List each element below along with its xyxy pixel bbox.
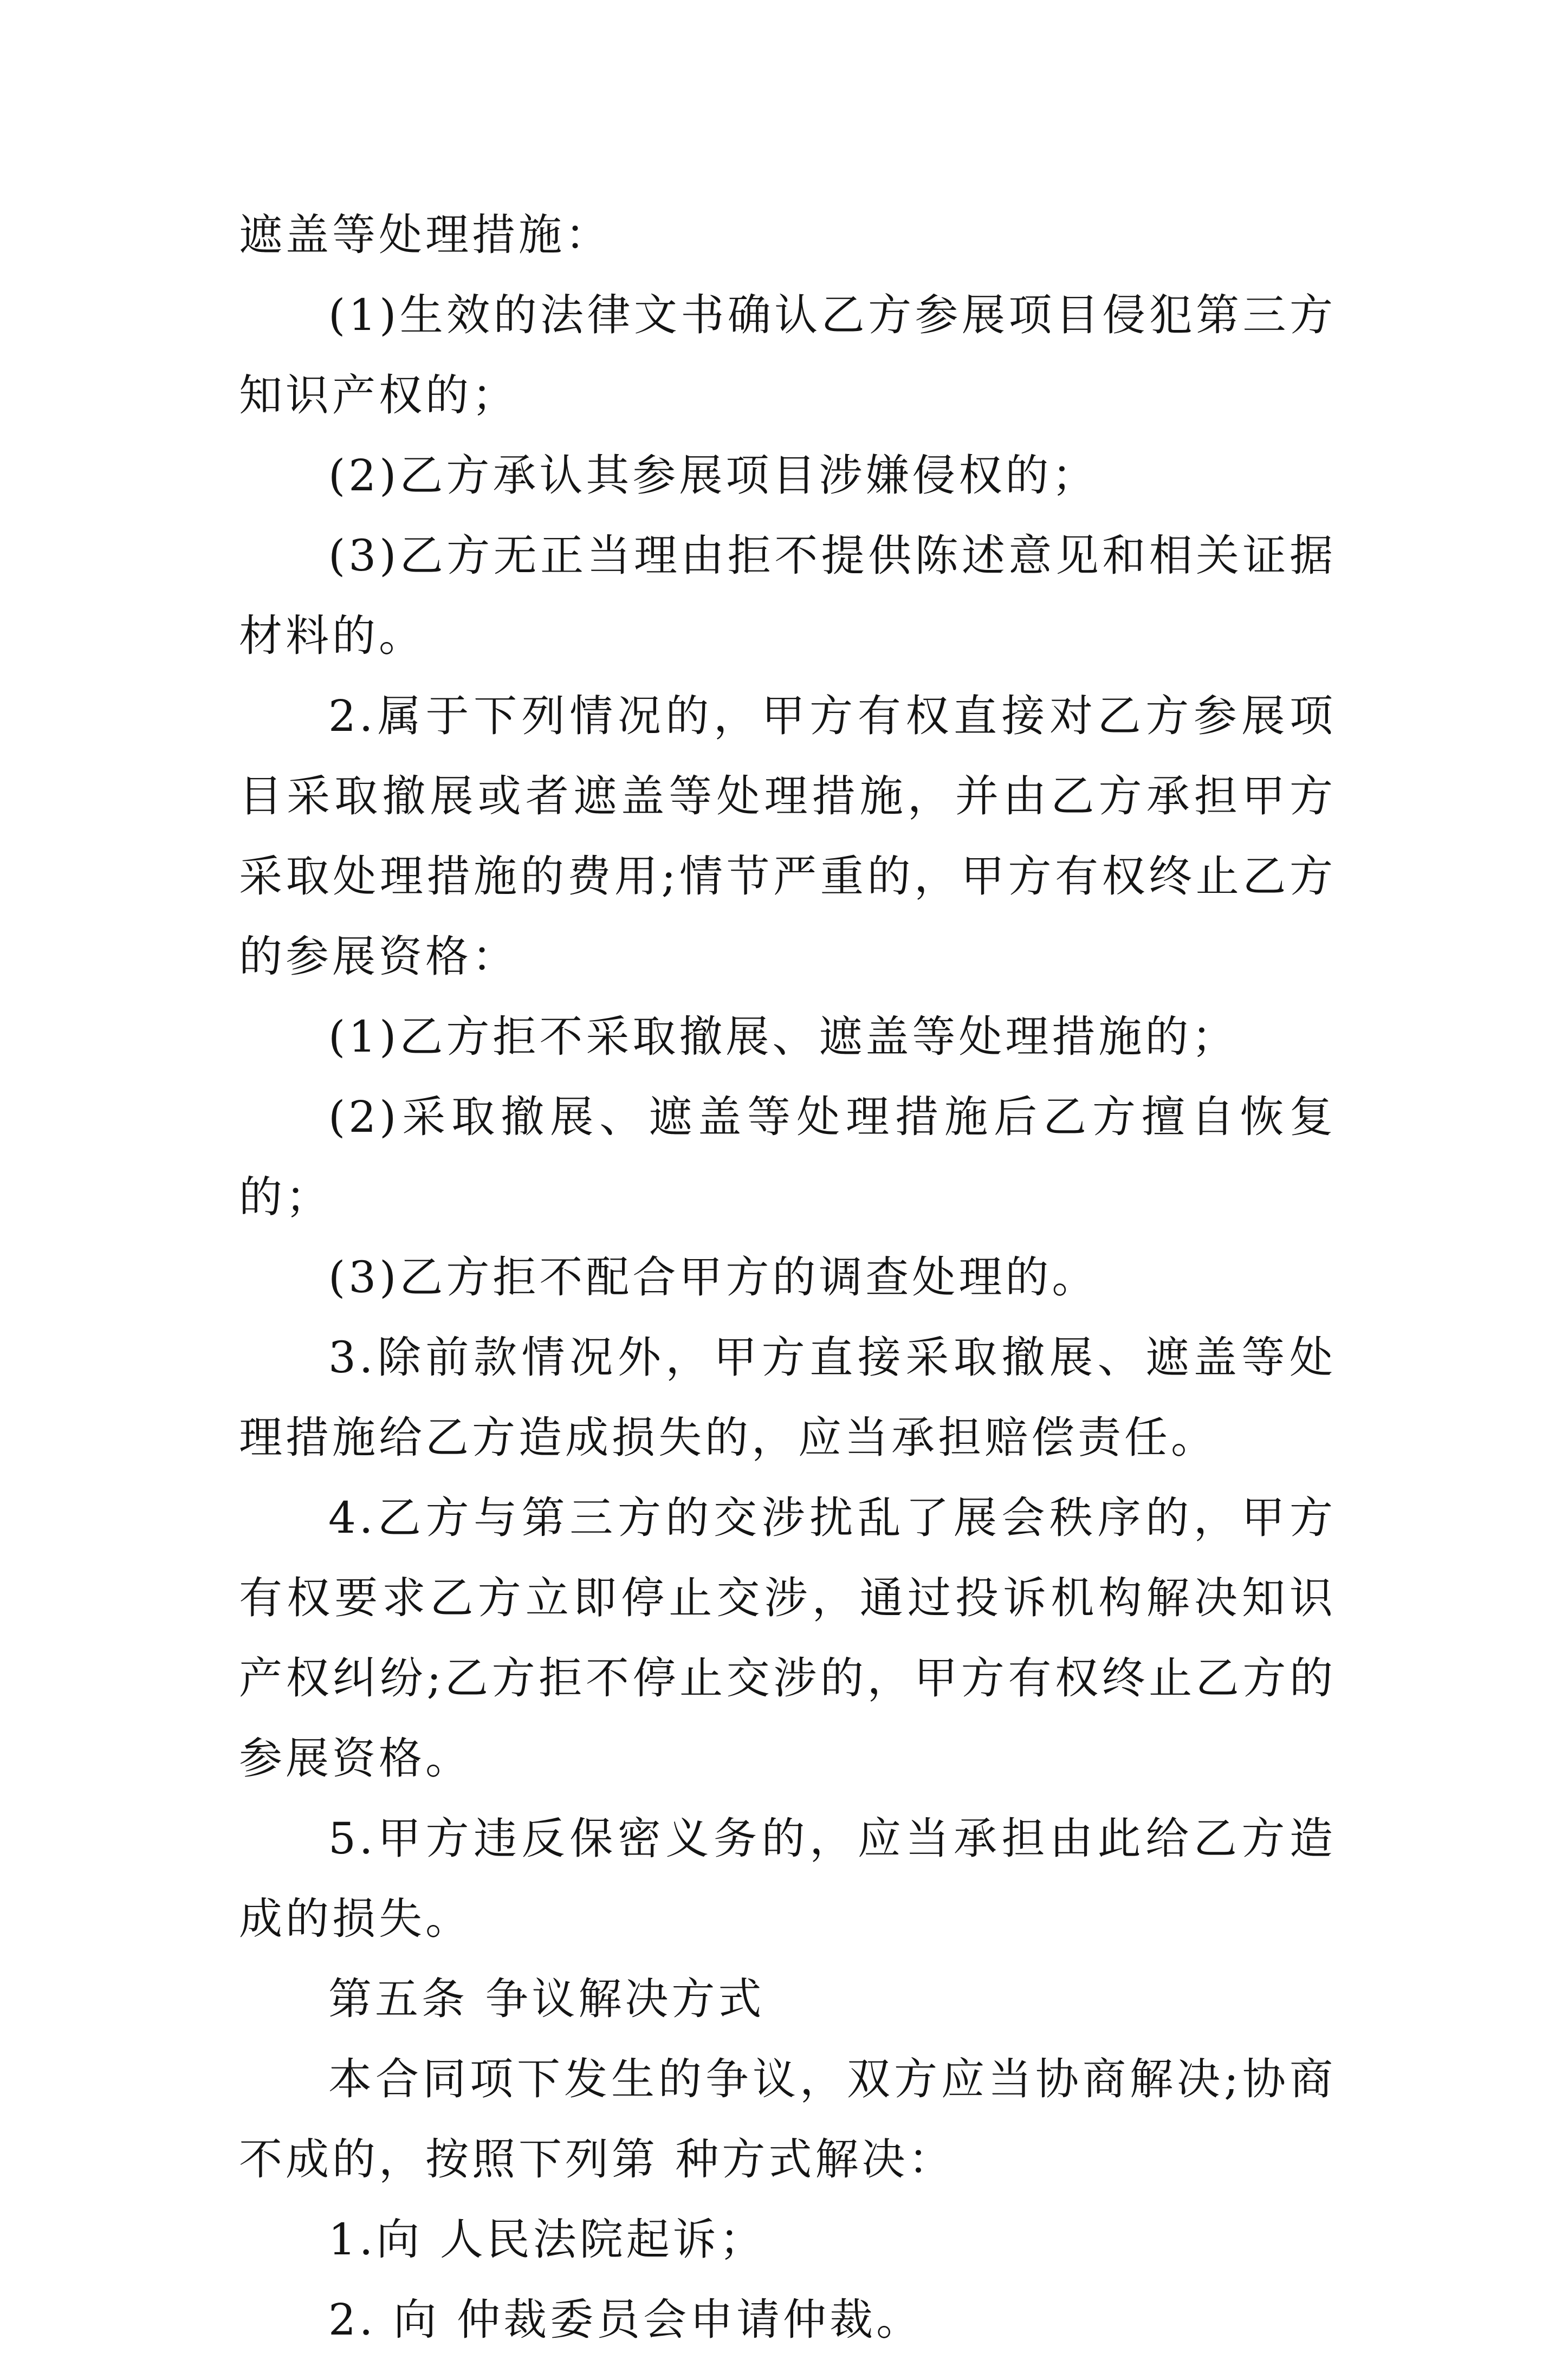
section-heading: 第五条 争议解决方式 [328,1974,765,2024]
paragraph: (1)生效的法律文书确认乙方参展项目侵犯第三方知识产权的； [239,290,1336,420]
paragraph: (3)乙方无正当理由拒不提供陈述意见和相关证据材料的。 [239,530,1336,661]
paragraph: 遮盖等处理措施： [239,210,612,260]
document-body [239,195,1336,2360]
paragraph: (3)乙方拒不配合甲方的调查处理的。 [328,1252,1099,1302]
paragraph: 3.除前款情况外，甲方直接采取撤展、遮盖等处理措施给乙方造成损失的，应当承担赔偿责任。 [239,1332,1336,1463]
paragraph: 本合同项下发生的争议，双方应当协商解决;协商不成的，按照下列第 种方式解决： [239,2054,1336,2184]
paragraph: 2. 向 仲裁委员会申请仲裁。 [328,2294,923,2345]
paragraph: 1.向 人民法院起诉； [328,2214,766,2265]
paragraph: (2)乙方承认其参展项目涉嫌侵权的； [328,450,1099,501]
paragraph: 4.乙方与第三方的交涉扰乱了展会秩序的，甲方有权要求乙方立即停止交涉，通过投诉机构解决知识产权纠纷;乙方拒不停止交涉的，甲方有权终止乙方的参展资格。 [239,1493,1336,1784]
paragraph: (2)采取撤展、遮盖等处理措施后乙方擅自恢复的； [239,1092,1336,1222]
paragraph: 2.属于下列情况的，甲方有权直接对乙方参展项目采取撤展或者遮盖等处理措施，并由乙方承担甲方采取处理措施的费用;情节严重的，甲方有权终止乙方的参展资格： [239,691,1336,982]
paragraph: 5.甲方违反保密义务的，应当承担由此给乙方造成的损失。 [239,1813,1336,1944]
paragraph: (1)乙方拒不采取撤展、遮盖等处理措施的； [328,1012,1239,1062]
